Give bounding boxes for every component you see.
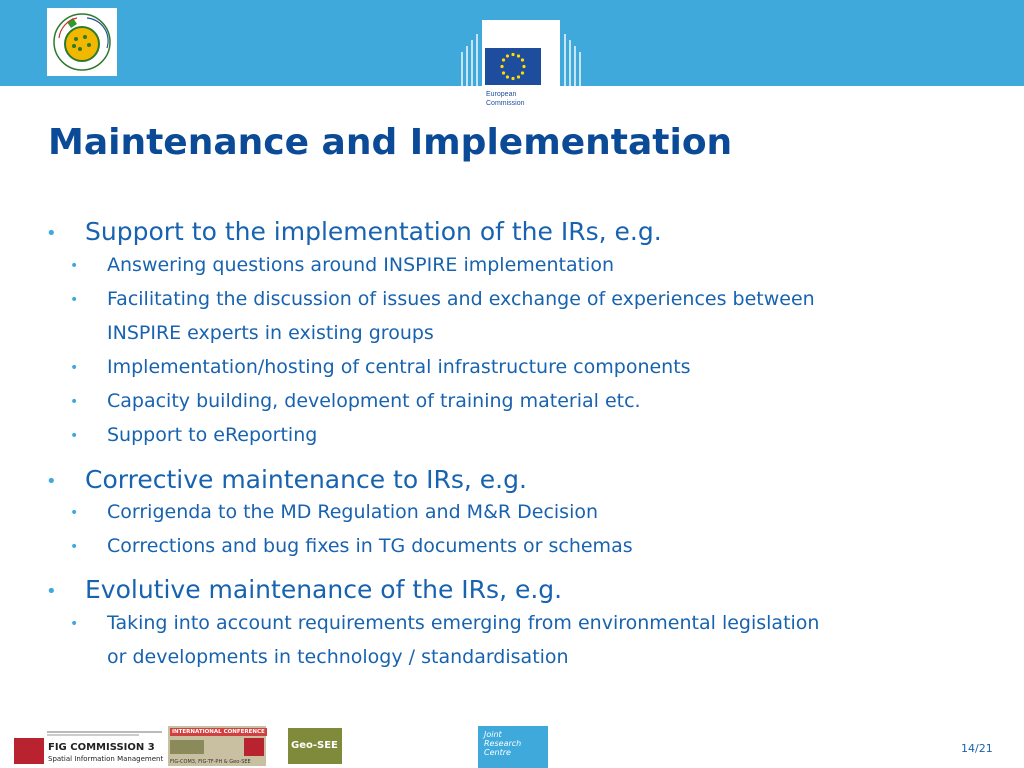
- jrc-label: Centre: [484, 748, 511, 757]
- inspire-logo: [47, 8, 117, 76]
- page-number: 14/21: [961, 742, 993, 755]
- bullet-icon: •: [46, 581, 57, 602]
- bullet-icon: •: [70, 616, 79, 632]
- list-item: Taking into account requirements emerging from environmental legislation: [107, 612, 820, 634]
- conference-logo: [168, 726, 266, 766]
- bullet-icon: •: [46, 223, 57, 244]
- fig-commission-sub: Spatial Information Management: [48, 755, 164, 763]
- list-item: Corrections and bug fixes in TG documents or schemas: [107, 535, 633, 557]
- bullet-icon: •: [70, 292, 79, 308]
- header-bar: [0, 0, 1024, 107]
- geo-see-logo: [288, 728, 342, 764]
- jrc-label: Research: [484, 739, 522, 748]
- list-item-continuation: or developments in technology / standardisation: [107, 646, 569, 668]
- list-item: Capacity building, development of training material etc.: [107, 390, 641, 412]
- bullet-icon: •: [70, 394, 79, 410]
- jrc-logo: [478, 726, 548, 768]
- jrc-label: Joint: [484, 730, 502, 739]
- bullet-icon: •: [70, 539, 79, 555]
- bullet-icon: •: [46, 471, 57, 492]
- geo-see-label: Geo-SEE: [291, 740, 338, 751]
- footer: [0, 724, 1024, 768]
- bullet-icon: •: [70, 258, 79, 274]
- slide-title: Maintenance and Implementation: [48, 122, 733, 163]
- conference-sub: FIG-COM3, FIG-TF-PH & Geo-SEE: [170, 759, 251, 765]
- list-item-continuation: INSPIRE experts in existing groups: [107, 322, 434, 344]
- svg-text:European: European: [486, 91, 517, 98]
- list-item: Corrigenda to the MD Regulation and M&R Decision: [107, 501, 599, 523]
- section-heading: Evolutive maintenance of the IRs, e.g.: [85, 575, 563, 604]
- list-item: Facilitating the discussion of issues and exchange of experiences between: [107, 288, 815, 310]
- list-item: Implementation/hosting of central infrastructure components: [107, 356, 691, 378]
- svg-text:Commission: Commission: [486, 100, 525, 107]
- section-heading: Support to the implementation of the IRs, e.g.: [85, 217, 662, 246]
- european-commission-logo: [458, 18, 584, 110]
- list-item: Support to eReporting: [107, 424, 318, 446]
- fig-commission-logo: [14, 730, 164, 766]
- fig-commission-label: FIG COMMISSION 3: [48, 742, 155, 753]
- bullet-icon: •: [70, 505, 79, 521]
- section-heading: Corrective maintenance to IRs, e.g.: [85, 465, 527, 494]
- conference-label: INTERNATIONAL CONFERENCE: [172, 729, 265, 735]
- bullet-icon: •: [70, 428, 79, 444]
- list-item: Answering questions around INSPIRE implementation: [107, 254, 614, 276]
- bullet-icon: •: [70, 360, 79, 376]
